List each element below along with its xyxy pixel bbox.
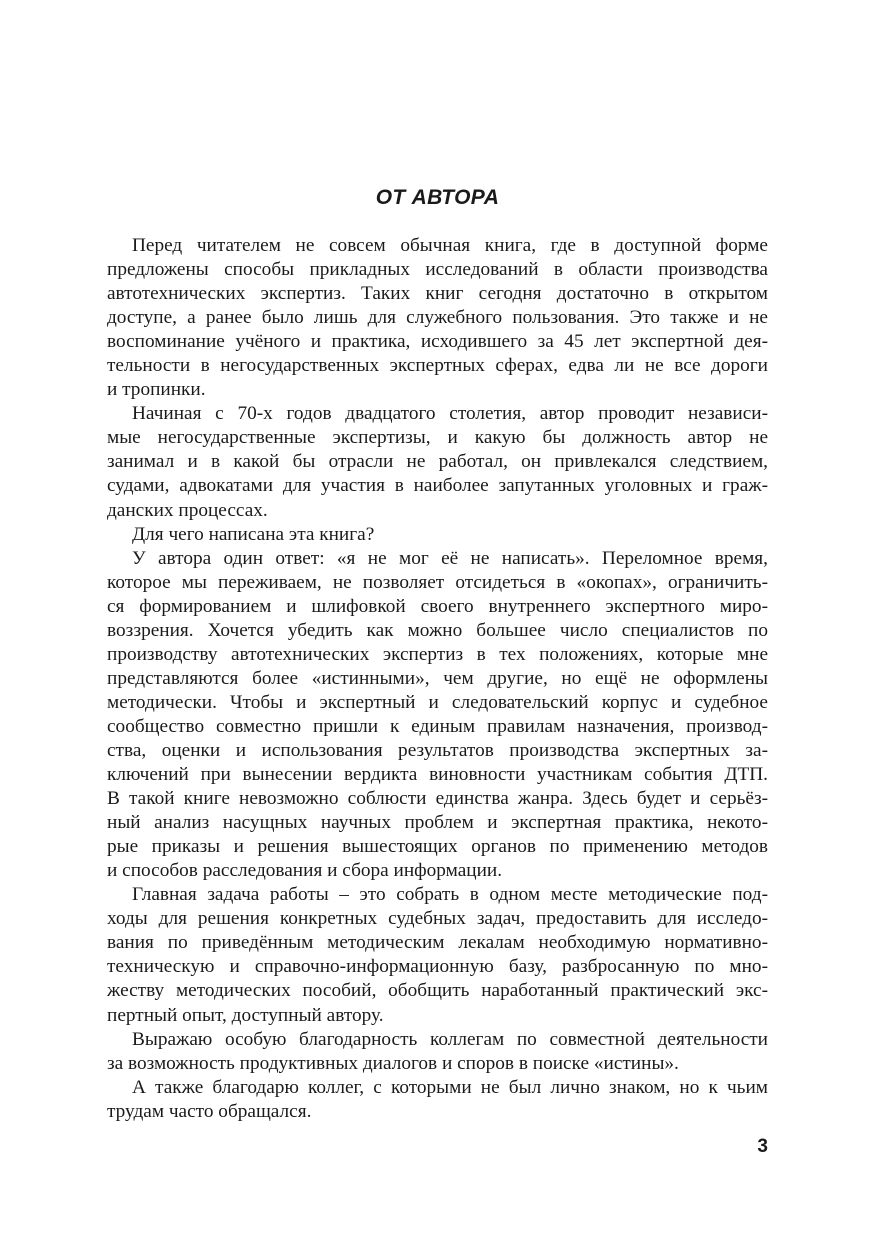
text-line: ходы для решения конкретных судебных задач, предоставить для исследо- <box>107 908 768 930</box>
text-line: занимал и в какой бы отрасли не работал, он привлекался следствием, <box>107 451 768 473</box>
page-number: 3 <box>757 1136 768 1157</box>
text-line: которое мы переживаем, не позволяет отсидеться в «окопах», ограничить- <box>107 571 768 593</box>
text-line: вания по приведённым методическим лекалам необходимую нормативно- <box>107 932 768 954</box>
text-line: трудам часто обращался. <box>107 1100 312 1122</box>
text-line: ства, оценки и использования результатов производства экспертных за- <box>107 739 768 761</box>
text-line: жеству методических пособий, обобщить наработанный практический экс- <box>107 980 768 1002</box>
text-line: Начиная с 70-х годов двадцатого столетия, автор проводит независи- <box>132 403 768 425</box>
text-line: тельности в негосударственных экспертных сферах, едва ли не все дороги <box>107 355 768 377</box>
text-line: Перед читателем не совсем обычная книга, где в доступной форме <box>132 235 768 256</box>
text-line: Выражаю особую благодарность коллегам по совместной деятельности <box>132 1028 768 1050</box>
text-line: и тропинки. <box>107 379 206 401</box>
paragraph <box>107 1076 768 1124</box>
body-text <box>107 234 768 1124</box>
text-line: ный анализ насущных научных проблем и экспертная практика, некото- <box>107 812 768 834</box>
text-line: воспоминание учёного и практика, исходившего за 45 лет экспертной дея- <box>107 331 768 353</box>
text-line: Для чего написана эта книга? <box>132 523 375 545</box>
text-line: ся формированием и шлифовкой своего внутреннего экспертного миро- <box>107 595 768 617</box>
text-line: доступе, а ранее было лишь для служебного пользования. Это также и не <box>107 307 768 329</box>
text-line: рые приказы и решения вышестоящих органов по применению методов <box>107 836 768 858</box>
paragraph <box>107 234 768 402</box>
text-line: сообщество совместно пришли к единым правилам назначения, производ- <box>107 715 768 737</box>
text-line: методически. Чтобы и экспертный и следовательский корпус и судебное <box>107 691 768 713</box>
text-line: А также благодарю коллег, с которыми не был лично знаком, но к чьим <box>132 1076 768 1098</box>
paragraph <box>107 547 768 884</box>
text-line: данских процессах. <box>107 499 268 521</box>
text-line: судами, адвокатами для участия в наиболее запутанных уголовных и граж- <box>107 475 768 497</box>
text-line: автотехнических экспертиз. Таких книг сегодня достаточно в открытом <box>107 283 768 305</box>
text-line: мые негосударственные экспертизы, и какую бы должность автор не <box>107 427 768 449</box>
paragraph <box>107 523 768 547</box>
text-line: за возможность продуктивных диалогов и споров в поиске «истины». <box>107 1052 679 1074</box>
text-line: предложены способы прикладных исследований в области производства <box>107 259 768 281</box>
text-line: производству автотехнических экспертиз в тех положениях, которые мне <box>107 643 768 665</box>
text-line: представляются более «истинными», чем другие, но ещё не оформлены <box>107 667 768 689</box>
text-line: и способов расследования и сбора информации. <box>107 860 503 882</box>
text-line: У автора один ответ: «я не мог её не написать». Переломное время, <box>132 547 768 569</box>
text-line: Главная задача работы – это собрать в одном месте методические под- <box>132 884 768 906</box>
page-title: ОТ АВТОРА <box>375 186 500 209</box>
text-line: В такой книге невозможно соблюсти единства жанра. Здесь будет и серьёз- <box>107 788 768 810</box>
text-line: воззрения. Хочется убедить как можно большее число специалистов по <box>107 619 768 641</box>
paragraph <box>107 402 768 522</box>
text-line: техническую и справочно-информационную базу, разбросанную по мно- <box>107 956 768 978</box>
paragraph <box>107 883 768 1027</box>
text-line: ключений при вынесении вердикта виновности участникам события ДТП. <box>107 764 768 786</box>
text-line: пертный опыт, доступный автору. <box>107 1004 384 1026</box>
paragraph <box>107 1028 768 1076</box>
